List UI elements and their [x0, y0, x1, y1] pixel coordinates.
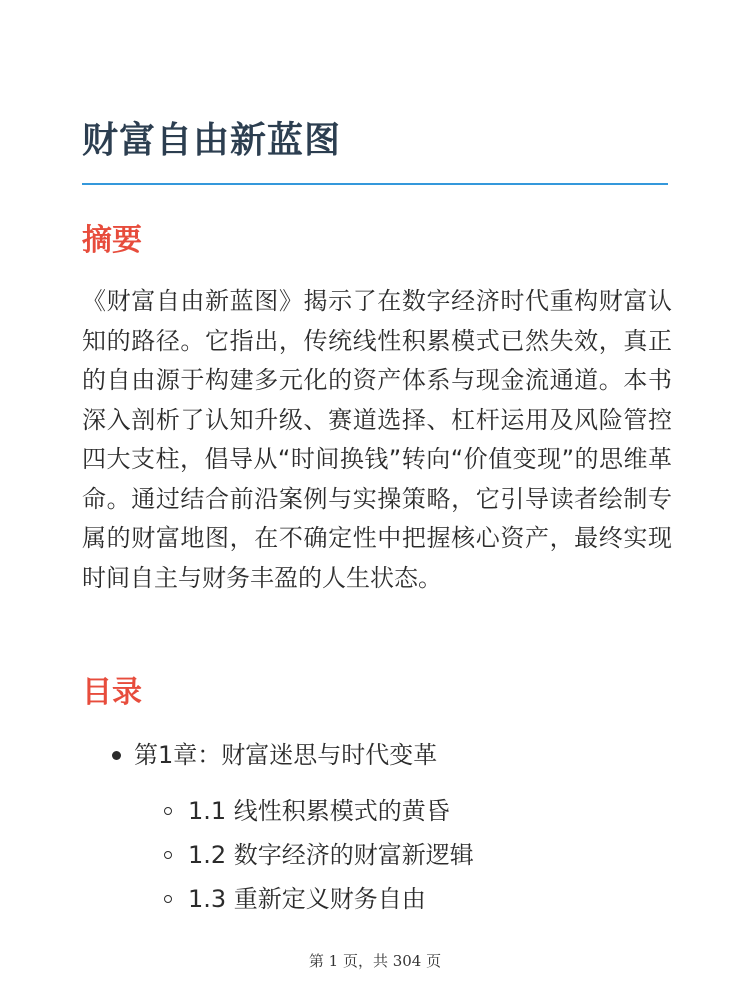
toc-section-1-1 — [134, 789, 672, 833]
toc-section-label: 1.3 重新定义财务自由 — [188, 885, 426, 913]
abstract-heading: 摘要 — [82, 223, 142, 258]
title-divider — [82, 183, 668, 185]
table-of-contents — [82, 735, 672, 921]
bullet-circle-icon — [164, 807, 172, 815]
toc-chapter-label: 第1章：财富迷思与时代变革 — [134, 741, 438, 769]
toc-section-1-2 — [134, 833, 672, 877]
toc-section-list — [134, 789, 672, 921]
toc-section-label: 1.1 线性积累模式的黄昏 — [188, 797, 450, 825]
abstract-body: 《财富自由新蓝图》揭示了在数字经济时代重构财富认知的路径。它指出，传统线性积累模式已然失效，真正的自由源于构建多元化的资产体系与现金流通道。本书深入剖析了认知升级、赛道选择、杠杆运用及风险管控四大支柱，倡导从“时间换钱”转向“价值变现”的思维革命。通过结合前沿案例与实操策略，它引导读者绘制专属的财富地图，在不确定性中把握核心资产，最终实现时间自主与财务丰盈的人生状态。 — [82, 287, 672, 592]
toc-chapter-1 — [82, 735, 672, 921]
bullet-disc-icon — [112, 751, 121, 760]
page-title: 财富自由新蓝图 — [82, 120, 342, 161]
toc-section-1-3 — [134, 877, 672, 921]
toc-heading: 目录 — [82, 675, 142, 710]
toc-section-label: 1.2 数字经济的财富新逻辑 — [188, 841, 474, 869]
page-number-footer: 第 1 页，共 304 页 — [308, 952, 442, 970]
bullet-circle-icon — [164, 895, 172, 903]
bullet-circle-icon — [164, 851, 172, 859]
